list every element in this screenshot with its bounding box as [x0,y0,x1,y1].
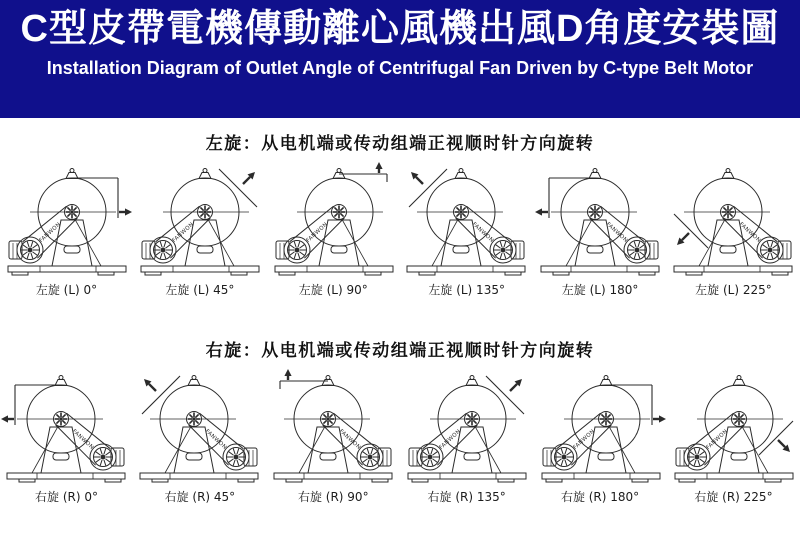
fan-svg [400,160,533,282]
fan-svg [667,367,800,489]
diagram-caption: 右旋 (R) 45° [164,490,236,504]
diagram-caption: 左旋 (L) 45° [165,283,235,297]
fan-diagram [0,160,133,300]
page-subtitle: Installation Diagram of Outlet Angle of Centrifugal Fan Driven by C-type Belt Motor [46,57,754,78]
fan-diagram [400,160,533,300]
fan-diagram [534,160,667,300]
diagram-caption: 右旋 (R) 0° [35,490,98,504]
fan-svg [133,367,266,489]
belt-brand-label: FANWON [438,428,463,452]
belt-brand-label: FANWON [70,428,95,452]
belt-brand-label: FANWON [571,428,596,452]
diagram-caption: 右旋 (R) 225° [694,490,773,504]
page-title: C型皮帶電機傳動離心風機出風D角度安裝圖 [20,8,780,50]
diagram-caption: 左旋 (L) 180° [561,283,639,297]
fan-svg [267,367,400,489]
fan-diagram [133,160,266,300]
belt-brand-label: FANWON [204,428,229,452]
belt-brand-label: FANWON [337,428,362,452]
diagram-caption: 右旋 (R) 90° [297,490,369,504]
fan-svg [0,367,133,489]
fan-svg [267,160,400,282]
belt-brand-label: FANWON [604,221,629,245]
diagram-caption: 右旋 (R) 180° [560,490,640,504]
left-rotation-diagram-row [0,160,800,300]
fan-diagram [267,367,400,507]
diagram-caption: 左旋 (L) 135° [428,283,505,297]
fan-svg [400,367,533,489]
fan-diagram [667,160,800,300]
fan-svg [534,367,667,489]
fan-diagram [534,367,667,507]
fan-svg [534,160,667,282]
belt-brand-label: FANWON [705,428,730,452]
fan-diagram [267,160,400,300]
diagram-caption: 左旋 (L) 90° [298,283,368,297]
fan-diagram [400,367,533,507]
right-rotation-diagram-row [0,367,800,507]
fan-diagram [667,367,800,507]
fan-diagram [133,367,266,507]
section-label-right-rotation: 右旋：从电机端或传动组端正视顺时针方向旋转 [205,341,595,360]
belt-brand-label: FANWON [737,221,762,245]
fan-diagram [0,367,133,507]
header [0,0,800,118]
diagram-caption: 左旋 (L) 0° [35,283,98,297]
belt-brand-label: FANWON [171,221,196,245]
diagram-caption: 左旋 (L) 225° [695,283,772,297]
diagram-caption: 右旋 (R) 135° [427,490,506,504]
fan-svg [667,160,800,282]
belt-brand-label: FANWON [470,221,495,245]
belt-brand-label: FANWON [305,221,330,245]
fan-svg [133,160,266,282]
belt-brand-label: FANWON [38,221,63,245]
section-label-left-rotation: 左旋：从电机端或传动组端正视顺时针方向旋转 [205,134,595,153]
fan-svg [0,160,133,282]
